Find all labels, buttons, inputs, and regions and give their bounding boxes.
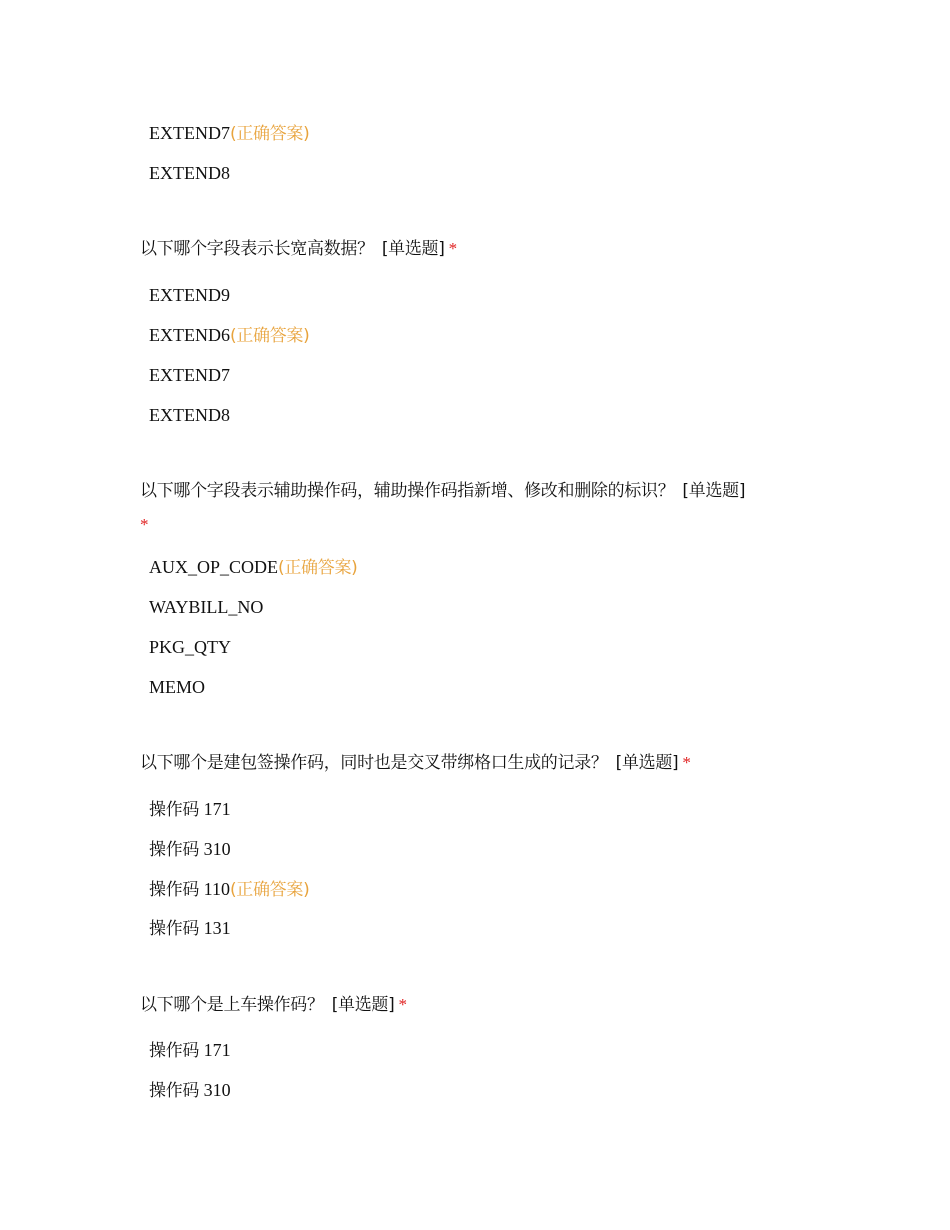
- option-text: 310: [203, 1080, 231, 1100]
- option-text: EXTEND9: [149, 285, 230, 305]
- required-mark: *: [140, 515, 149, 534]
- required-mark: *: [682, 753, 691, 772]
- option-text: EXTEND6: [149, 325, 230, 345]
- required-mark: *: [398, 995, 407, 1014]
- question-title: [140, 474, 830, 542]
- question-text: 以下哪个字段表示辅助操作码，辅助操作码指新增、修改和删除的标识？: [140, 481, 675, 501]
- option-text: 171: [203, 1040, 231, 1060]
- correct-answer-tag: (正确答案): [229, 124, 310, 144]
- option-0-1: [149, 121, 309, 146]
- option-text: MEMO: [149, 677, 206, 697]
- option-2-2: [149, 595, 263, 619]
- option-text: 171: [203, 799, 231, 819]
- option-text: EXTEND8: [149, 163, 230, 183]
- option-1-3: [149, 363, 230, 387]
- option-4-1: [149, 1038, 231, 1063]
- question-type: [单选题]: [381, 239, 445, 259]
- option-text: 110: [203, 879, 230, 899]
- option-text: PKG_QTY: [149, 637, 232, 657]
- option-text: EXTEND7: [149, 123, 230, 143]
- question-title: [140, 988, 830, 1022]
- option-1-1: [149, 283, 230, 307]
- question-type: [单选题]: [682, 481, 746, 501]
- option-3-4: [149, 916, 231, 941]
- option-text: 310: [203, 839, 231, 859]
- option-text: WAYBILL_NO: [149, 597, 264, 617]
- option-2-3: [149, 635, 231, 659]
- question-type: [单选题]: [331, 995, 395, 1015]
- question-type: [单选题]: [615, 753, 679, 773]
- correct-answer-tag: (正确答案): [229, 880, 310, 900]
- option-prefix: 操作码: [149, 1041, 200, 1061]
- option-prefix: 操作码: [149, 919, 200, 939]
- question-text: 以下哪个是上车操作码？: [140, 995, 324, 1015]
- option-2-1: [149, 555, 357, 580]
- option-4-2: [149, 1078, 231, 1103]
- option-0-2: [149, 161, 230, 185]
- option-1-2: [149, 323, 309, 348]
- question-title: [140, 232, 830, 266]
- option-2-4: [149, 675, 205, 699]
- option-1-4: [149, 403, 230, 427]
- correct-answer-tag: (正确答案): [278, 558, 358, 578]
- option-prefix: 操作码: [149, 880, 200, 900]
- option-prefix: 操作码: [149, 800, 200, 820]
- question-title: [140, 746, 830, 780]
- option-text: EXTEND8: [149, 405, 230, 425]
- option-3-2: [149, 837, 231, 862]
- option-text: 131: [203, 918, 231, 938]
- correct-answer-tag: (正确答案): [229, 326, 310, 346]
- question-text: 以下哪个是建包签操作码，同时也是交叉带绑格口生成的记录？: [140, 753, 608, 773]
- option-prefix: 操作码: [149, 1081, 200, 1101]
- option-3-3: [149, 877, 309, 902]
- option-text: AUX_OP_CODE: [149, 557, 279, 577]
- question-text: 以下哪个字段表示长宽高数据？: [140, 239, 374, 259]
- option-3-1: [149, 797, 231, 822]
- option-text: EXTEND7: [149, 365, 230, 385]
- option-prefix: 操作码: [149, 840, 200, 860]
- required-mark: *: [448, 239, 457, 258]
